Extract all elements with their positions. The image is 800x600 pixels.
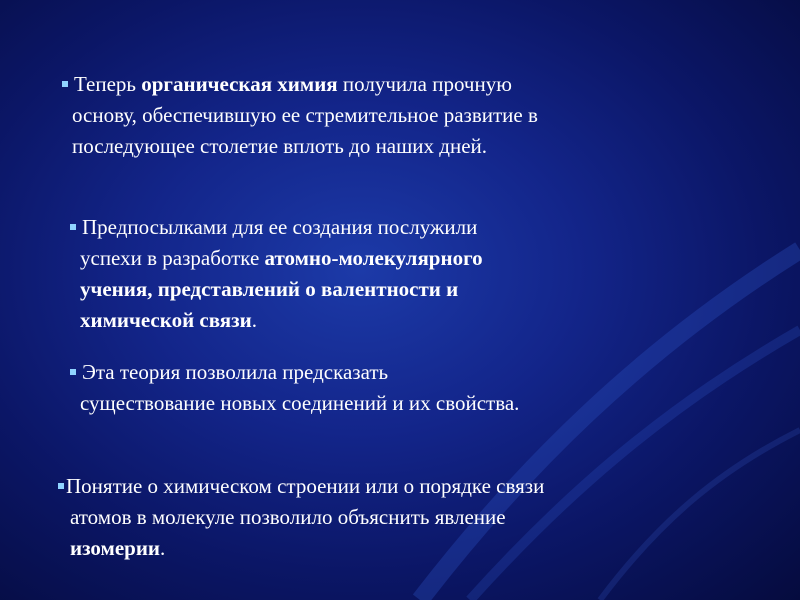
p1-line-1 — [62, 69, 538, 100]
p2-line-2 — [70, 243, 483, 274]
p4-line-1 — [58, 471, 544, 502]
text: Предпосылками для ее создания послужили — [82, 215, 478, 239]
paragraph-prerequisites — [70, 212, 483, 336]
bold-text: химической связи — [80, 308, 252, 332]
bullet-icon — [70, 224, 76, 230]
bold-text: изомерии — [70, 536, 161, 560]
p4-line-3 — [58, 533, 544, 564]
text: получила прочную — [337, 72, 512, 96]
p3-line-2: существование новых соединений и их свойства. — [80, 391, 520, 415]
bold-text: органическая химия — [141, 72, 338, 96]
p3-line-1 — [70, 357, 519, 388]
p2-line-4 — [70, 305, 483, 336]
text: . — [251, 308, 257, 332]
p2-line-1 — [70, 212, 483, 243]
bullet-icon — [70, 369, 76, 375]
paragraph-organic-chemistry — [62, 69, 538, 162]
text: Понятие о химическом строении или о порядке связи — [66, 474, 545, 498]
p2-line-3: учения, представлений о валентности и — [80, 277, 459, 301]
bold-text: атомно-молекулярного — [264, 246, 483, 270]
p1-line-3: последующее столетие вплоть до наших дней. — [72, 134, 488, 158]
bullet-icon — [58, 483, 64, 489]
p4-line-2: атомов в молекуле позволило объяснить явление — [70, 505, 506, 529]
text: Эта теория позволила предсказать — [82, 360, 389, 384]
paragraph-chemical-structure — [58, 471, 544, 564]
text: успехи в разработке — [80, 246, 265, 270]
paragraph-theory-prediction — [70, 357, 519, 419]
p1-line-2: основу, обеспечившую ее стремительное развитие в — [72, 103, 538, 127]
bullet-icon — [62, 81, 68, 87]
text: Теперь — [74, 72, 142, 96]
text: . — [160, 536, 166, 560]
